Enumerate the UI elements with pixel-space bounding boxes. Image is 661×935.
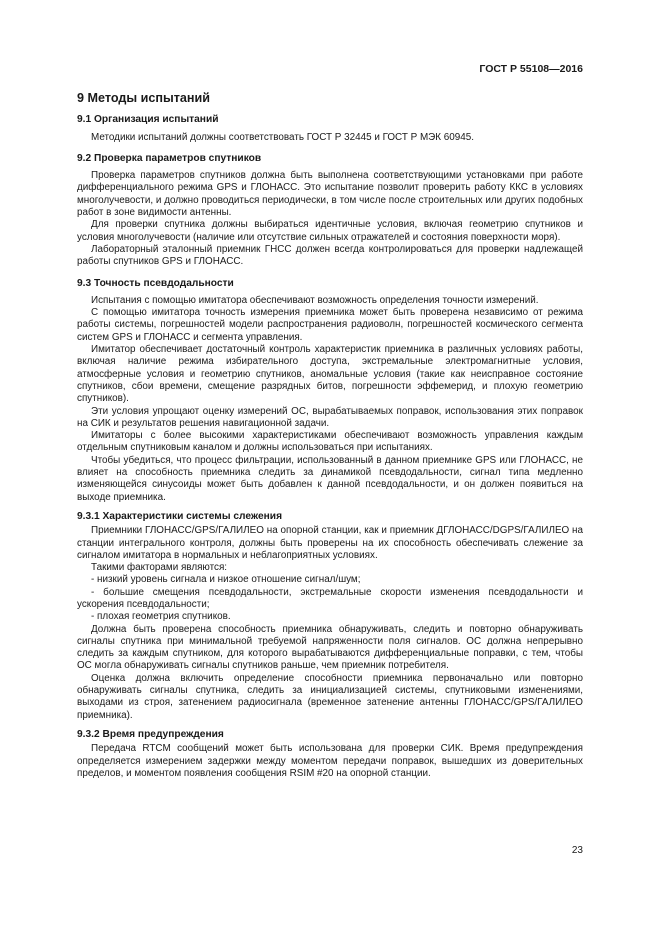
section-title: 9 Методы испытаний [77, 91, 210, 105]
paragraph: С помощью имитатора точность измерения приемника может быть проверена независимо от режима работы системы, погрешностей модели распространения радиоволн, погрешностей космического сегмента систем GPS и ГЛОНАСС и сегмента управления. [77, 307, 583, 343]
subsection-9-3-1-title: 9.3.1 Характеристики системы слежения [77, 510, 283, 522]
paragraph: Имитаторы с более высокими характеристиками обеспечивают возможность управления каждым отдельным спутниковым каналом и должны использоваться при испытаниях. [77, 430, 583, 454]
subsection-9-3-2-title: 9.3.2 Время предупреждения [77, 728, 224, 740]
paragraph: Имитатор обеспечивает достаточный контроль характеристик приемника в различных условиях работы, включая наличие режима избирательного доступа, экстремальные электромагнитные условия, атмосферные условия и геометрию спутников, аномальные условия (такие как неисправное состояние спутников, сбои времени, смещение разрядных битов, погрешности эффемерид, и плохую геометрию спутников). [77, 344, 583, 405]
paragraph: Должна быть проверена способность приемника обнаруживать, следить и повторно обнаруживать сигналы спутника при минимальной требуемой напряженности поля сигналов. ОС должна непрерывно следить за каждым спутником, для которого вырабатываются дифференциальные поправки, с тем, чтобы ОС могла обнаруживать сигналы спутников раньше, чем приемник потребителя. [77, 623, 583, 672]
list-item: - плохая геометрия спутников. [91, 611, 231, 623]
subsection-9-1-title: 9.1 Организация испытаний [77, 114, 219, 126]
paragraph: Проверка параметров спутников должна быть выполнена соответствующими установками при работе дифференциального режима GPS и ГЛОНАСС. Это испытание позволит проверить работу ККС в условиях многолучевости, и должно проводиться периодически, в том числе после строительных или других подобных работ в зоне видимости антенны. [77, 170, 583, 219]
paragraph: Испытания с помощью имитатора обеспечивают возможность определения точности измерений. [91, 294, 539, 306]
paragraph: Методики испытаний должны соответствовать ГОСТ Р 32445 и ГОСТ Р МЭК 60945. [91, 131, 474, 143]
paragraph: Оценка должна включить определение способности приемника первоначально или повторно обнаруживать сигналы спутника, следить за инициализацией системы, спутниковыми изменениями, выходами из строя, затенением радиосигнала (временное затенение антенны ГЛОНАСС/GPS/ГАЛИЛЕО приемника). [77, 672, 583, 721]
paragraph: Лабораторный эталонный приемник ГНСС должен всегда контролироваться для проверки надлежащей работы спутников GPS и ГЛОНАСС. [77, 243, 583, 268]
paragraph: Приемники ГЛОНАСС/GPS/ГАЛИЛЕО на опорной станции, как и приемник ДГЛОНАСС/DGPS/ГАЛИЛЕО на станции интегрального контроля, должны быть проверены на их способность обеспечивать слежение за сигналом имитатора в нормальных и неблагоприятных условиях. [77, 525, 583, 561]
paragraph: Чтобы убедиться, что процесс фильтрации, использованный в данном приемнике GPS или ГЛОНАСС, не влияет на способность приемника следить за динамикой псевдодальности, сигнал типа медленно изменяющейся синусоиды может быть добавлен к данной псевдодальности, и он должен появиться на выходе приемника. [77, 454, 583, 503]
paragraph: Такими факторами являются: [91, 562, 228, 574]
document-body [77, 92, 583, 780]
paragraph: Для проверки спутника должны выбираться идентичные условия, включая геометрию спутников и условия многолучевости (наличие или отсутствие сильных отражателей и состояния поверхности моря). [77, 219, 583, 243]
list-item: - низкий уровень сигнала и низкое отношение сигнал/шум; [91, 574, 361, 586]
subsection-9-2-title: 9.2 Проверка параметров спутников [77, 152, 262, 164]
paragraph: Эти условия упрощают оценку измерений ОС, вырабатываемых поправок, использования этих поправок на СИК и результатов решения навигационной задачи. [77, 405, 583, 429]
page-number: 23 [571, 845, 583, 856]
list-item: - большие смещения псевдодальности, экстремальные скорости изменения псевдодальности и ускорения псевдодальности; [77, 586, 583, 610]
subsection-9-3-title: 9.3 Точность псевдодальности [77, 277, 234, 289]
paragraph: Передача RTCM сообщений может быть использована для проверки СИК. Время предупреждения определяется измерением задержки между моментом передачи поправок, вышедших из доверительных пределов, и моментом появления сообщения RSIM #20 на опорной станции. [77, 743, 583, 779]
standard-number: ГОСТ Р 55108—2016 [479, 63, 583, 75]
